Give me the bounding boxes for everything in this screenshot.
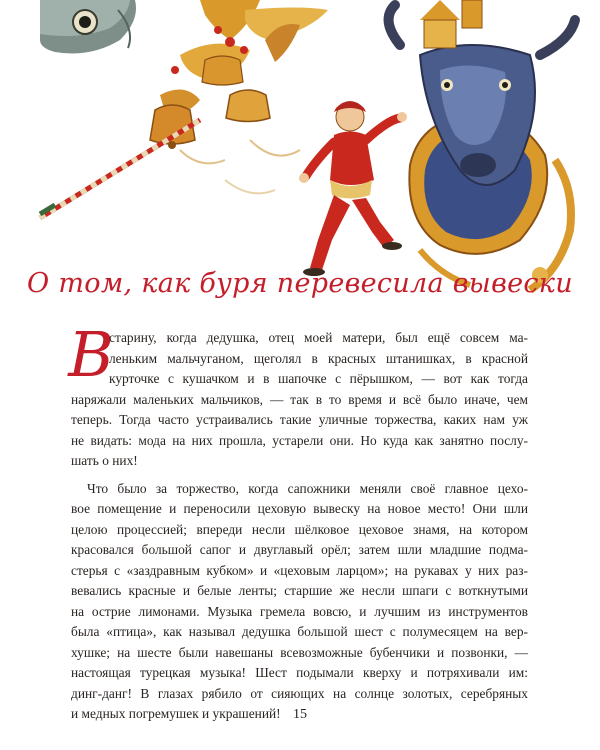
- drop-cap-text: В: [68, 318, 114, 391]
- paragraph-2-line: вевались красные и белые ленты; старшие же несли шпаги с воткнутыми: [71, 583, 528, 598]
- paragraph-2-line: красовался большой сапог и двуглавый орёл; затем шли младшие подма-: [71, 542, 528, 557]
- paragraph-2: [71, 479, 528, 725]
- dancing-boy-illustration: [299, 101, 407, 276]
- paragraph-1: [71, 328, 528, 472]
- paragraph-1-line: старину, когда дедушка, отец моей матери, был ещё совсем ма-: [109, 330, 528, 345]
- body-text: [71, 328, 528, 725]
- paragraph-1-line: леньким мальчуганом, щеголял в красных штанишках, в красной: [109, 350, 528, 366]
- paragraph-2-line: вое помещение и переносили цеховую вывеску на новое место! Они шли: [71, 501, 528, 516]
- paragraph-2-line: была «птица», как называл дедушка большой шест с полумесяцем на вер-: [71, 624, 528, 639]
- paragraph-2-line: целою процессией; впереди несли шёлковое цеховое знамя, на котором: [71, 521, 528, 537]
- paragraph-1-line: шать о них!: [71, 453, 138, 468]
- paragraph-2-line: стерья с «заздравным кубком» и «цеховым ларцом»; на рукавах у них раз-: [71, 562, 528, 578]
- paragraph-2-line: Что было за торжество, когда сапожники меняли своё главное цехо-: [87, 480, 528, 496]
- page-number: 15: [293, 707, 307, 722]
- golden-bells-illustration: [150, 0, 328, 193]
- fish-head-illustration: [40, 0, 136, 54]
- illustration: [0, 0, 600, 300]
- paragraph-2-line: и медных погремушек и украшений!: [71, 706, 281, 721]
- paragraph-2-line: динг-данг! В глазах рябило от сияющих на солнце золотых, серебряных: [71, 685, 528, 701]
- striped-pole-illustration: [40, 120, 200, 218]
- chapter-title: О том, как буря перевесила вывески: [27, 268, 573, 299]
- paragraph-1-line: теперь. Тогда часто устраивались такие уличные торжества, каких нам уж: [71, 412, 528, 427]
- paragraph-1-line: наряжали маленьких мальчиков, — так в то время и всё было иначе, чем: [71, 391, 528, 407]
- paragraph-1-line: курточке с кушачком и в шапочке с пёрышком, — вот как тогда: [109, 371, 528, 386]
- paragraph-2-line: на острие лимонами. Музыка гремела вовсю, и лучшим из инструментов: [71, 603, 528, 619]
- paragraph-2-line: настоящая турецкая музыка! Шест подымали кверху и потряхивали им:: [71, 665, 528, 680]
- paragraph-2-line: хушке; на шесте были навешаны всевозможные бубенчики и позвонки, —: [71, 644, 528, 660]
- paragraph-1-line: не видать: мода на них прошла, устарели они. Но куда как занятно послу-: [71, 432, 528, 448]
